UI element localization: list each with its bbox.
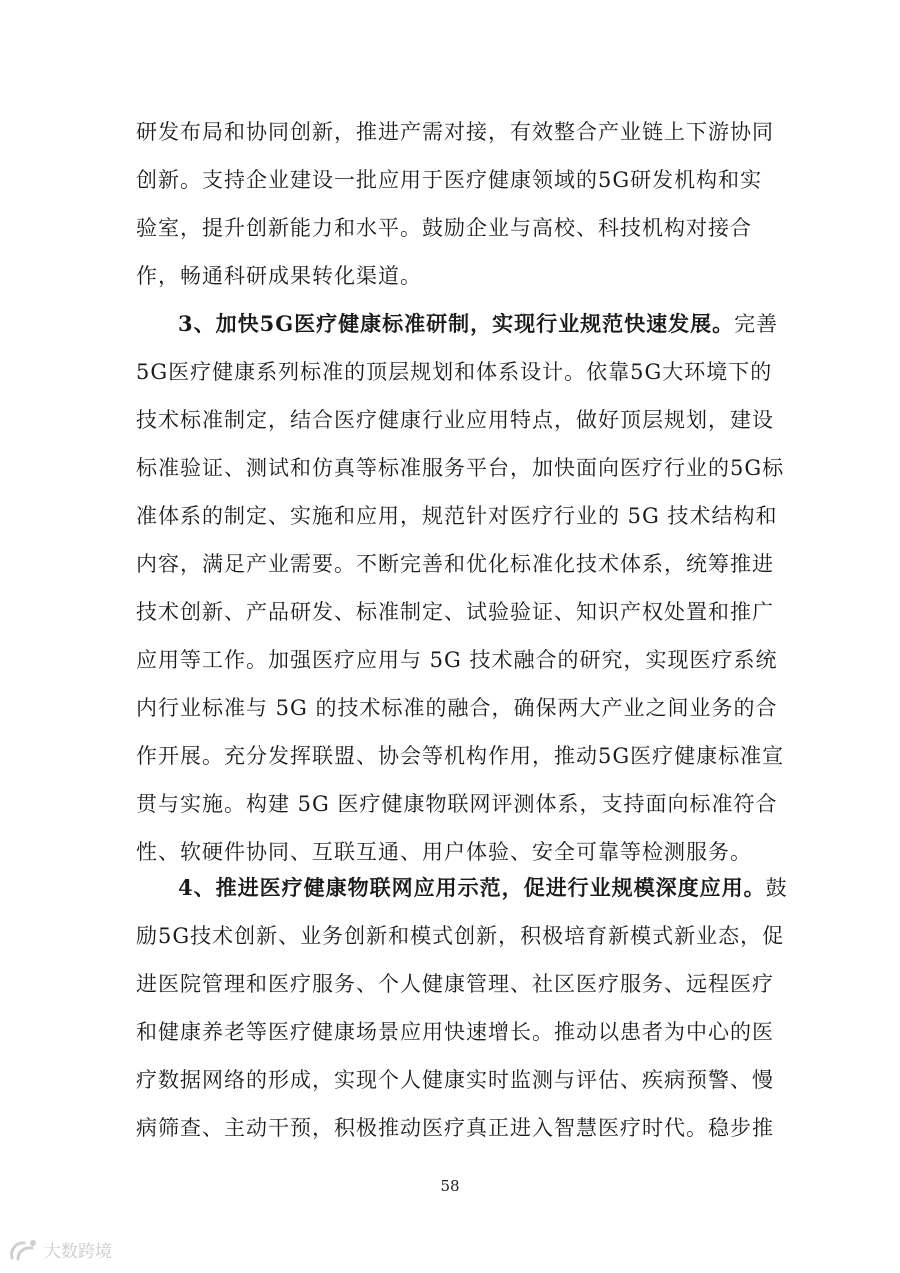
text-line: 作，畅通科研成果转化渠道。 [136,264,422,288]
text-line: 和健康养老等医疗健康场景应用快速增长。推动以患者为中心的医 [136,1020,774,1044]
paragraph-1 [136,108,776,300]
text-line: 验室，提升创新能力和水平。鼓励企业与高校、科技机构对接合 [136,216,752,240]
text-line: 进医院管理和医疗服务、个人健康管理、社区医疗服务、远程医疗 [136,972,774,996]
text-line: 性、软硬件协同、互联互通、用户体验、安全可靠等检测服务。 [136,840,752,864]
text-line: 内行业标准与 5G 的技术标准的融合，确保两大产业之间业务的合 [136,696,778,720]
text-line [136,864,788,912]
text-line: 标准验证、测试和仿真等标准服务平台，加快面向医疗行业的5G标 [136,456,785,480]
page-number: 58 [440,1177,460,1195]
logo-icon [8,1238,38,1262]
text-line: 励5G技术创新、业务创新和模式创新，积极培育新模式新业态，促 [136,924,785,948]
text-line: 技术创新、产品研发、标准制定、试验验证、知识产权处置和推广 [136,600,774,624]
text-span: 完善 [734,312,779,336]
text-line: 内容，满足产业需要。不断完善和优化标准化技术体系，统筹推进 [136,552,774,576]
paragraph-3 [136,864,788,1152]
text-line: 研发布局和协同创新，推进产需对接，有效整合产业链上下游协同 [136,120,774,144]
text-line: 病筛查、主动干预，积极推动医疗真正进入智慧医疗时代。稳步推 [136,1116,774,1140]
text-line [136,300,779,348]
paragraph-2 [136,300,785,876]
text-line: 技术标准制定，结合医疗健康行业应用特点，做好顶层规划，建设 [136,408,774,432]
watermark [8,1237,112,1262]
section-heading-3: 3、加快5G医疗健康标准研制，实现行业规范快速发展。 [178,311,735,336]
text-line: 创新。支持企业建设一批应用于医疗健康领域的5G研发机构和实 [136,168,763,192]
text-line: 应用等工作。加强医疗应用与 5G 技术融合的研究，实现医疗系统 [136,648,778,672]
text-line: 作开展。充分发挥联盟、协会等机构作用，推动5G医疗健康标准宣 [136,744,785,768]
text-line: 疗数据网络的形成，实现个人健康实时监测与评估、疾病预警、慢 [136,1068,774,1092]
text-line: 准体系的制定、实施和应用，规范针对医疗行业的 5G 技术结构和 [136,504,778,528]
text-line: 贯与实施。构建 5G 医疗健康物联网评测体系，支持面向标准符合 [136,792,778,816]
text-span: 鼓 [765,876,788,900]
text-line: 5G医疗健康系列标准的顶层规划和体系设计。依靠5G大环境下的 [136,360,773,384]
watermark-text: 大数跨境 [44,1242,112,1262]
section-heading-4: 4、推进医疗健康物联网应用示范，促进行业规模深度应用。 [178,875,766,900]
